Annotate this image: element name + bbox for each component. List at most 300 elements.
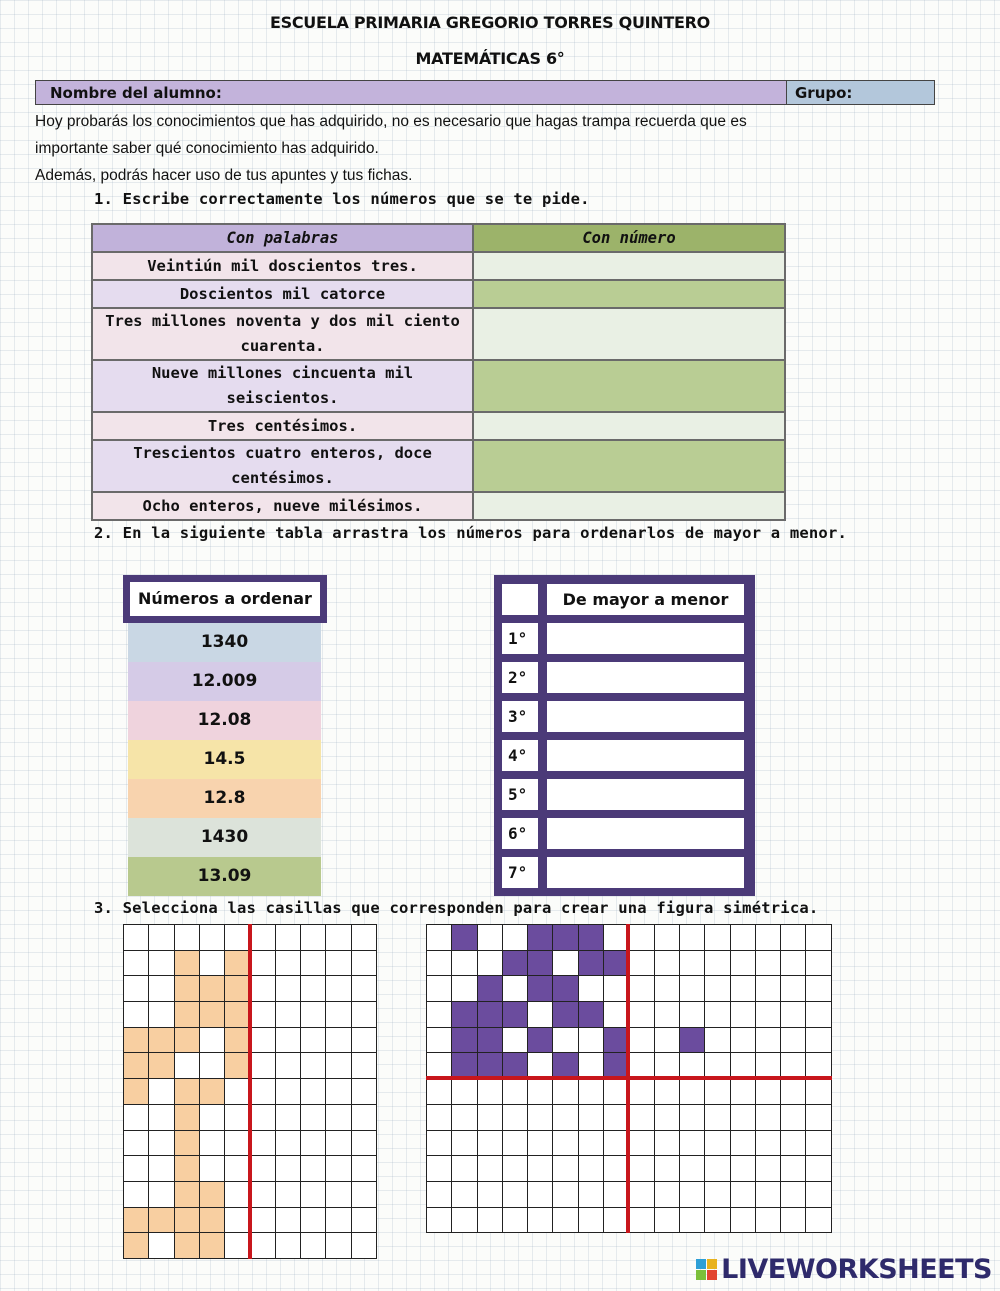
grid-cell[interactable] <box>452 976 477 1002</box>
draggable-number[interactable]: 14.5 <box>128 740 321 779</box>
grid-cell[interactable] <box>629 1079 654 1105</box>
grid-cell[interactable] <box>149 1131 174 1157</box>
grid-cell[interactable] <box>276 925 301 951</box>
grid-cell[interactable] <box>579 1002 604 1028</box>
grid-cell[interactable] <box>124 1053 149 1079</box>
number-answer-cell[interactable] <box>473 440 785 492</box>
grid-cell[interactable] <box>149 1182 174 1208</box>
grid-cell[interactable] <box>452 1028 477 1054</box>
grid-cell[interactable] <box>124 1028 149 1054</box>
grid-cell[interactable] <box>200 1002 225 1028</box>
grid-cell[interactable] <box>149 1079 174 1105</box>
grid-cell[interactable] <box>705 1131 730 1157</box>
grid-cell[interactable] <box>503 1079 528 1105</box>
grid-cell[interactable] <box>427 1105 452 1131</box>
grid-cell[interactable] <box>806 1156 831 1182</box>
grid-cell[interactable] <box>806 1028 831 1054</box>
grid-cell[interactable] <box>655 976 680 1002</box>
grid-cell[interactable] <box>756 1131 781 1157</box>
grid-cell[interactable] <box>731 925 756 951</box>
grid-cell[interactable] <box>452 1182 477 1208</box>
grid-cell[interactable] <box>427 1002 452 1028</box>
grid-cell[interactable] <box>175 1233 200 1259</box>
grid-cell[interactable] <box>731 1105 756 1131</box>
grid-cell[interactable] <box>655 1131 680 1157</box>
grid-cell[interactable] <box>149 1208 174 1234</box>
grid-cell[interactable] <box>705 925 730 951</box>
grid-cell[interactable] <box>478 1105 503 1131</box>
grid-cell[interactable] <box>731 1131 756 1157</box>
grid-cell[interactable] <box>680 1182 705 1208</box>
grid-cell[interactable] <box>352 1182 377 1208</box>
number-answer-cell[interactable] <box>473 492 785 520</box>
grid-cell[interactable] <box>149 976 174 1002</box>
grid-cell[interactable] <box>250 925 275 951</box>
grid-cell[interactable] <box>149 1028 174 1054</box>
grid-cell[interactable] <box>452 1079 477 1105</box>
grid-cell[interactable] <box>629 1131 654 1157</box>
grid-cell[interactable] <box>301 1105 326 1131</box>
grid-cell[interactable] <box>528 1156 553 1182</box>
order-drop-slot[interactable] <box>547 623 744 654</box>
grid-cell[interactable] <box>149 1105 174 1131</box>
grid-cell[interactable] <box>478 1208 503 1234</box>
grid-cell[interactable] <box>250 951 275 977</box>
grid-cell[interactable] <box>731 1156 756 1182</box>
grid-cell[interactable] <box>528 1182 553 1208</box>
grid-cell[interactable] <box>553 951 578 977</box>
grid-cell[interactable] <box>352 1131 377 1157</box>
grid-cell[interactable] <box>352 1233 377 1259</box>
draggable-number[interactable]: 12.08 <box>128 701 321 740</box>
grid-cell[interactable] <box>352 1079 377 1105</box>
grid-cell[interactable] <box>705 1156 730 1182</box>
grid-cell[interactable] <box>528 1105 553 1131</box>
grid-cell[interactable] <box>655 1182 680 1208</box>
grid-cell[interactable] <box>503 1105 528 1131</box>
grid-cell[interactable] <box>503 976 528 1002</box>
grid-cell[interactable] <box>276 1053 301 1079</box>
grid-cell[interactable] <box>175 951 200 977</box>
grid-cell[interactable] <box>503 1002 528 1028</box>
grid-cell[interactable] <box>175 1002 200 1028</box>
grid-cell[interactable] <box>680 1079 705 1105</box>
grid-cell[interactable] <box>200 1079 225 1105</box>
grid-cell[interactable] <box>579 1028 604 1054</box>
grid-cell[interactable] <box>806 951 831 977</box>
grid-cell[interactable] <box>680 976 705 1002</box>
grid-cell[interactable] <box>731 1002 756 1028</box>
grid-cell[interactable] <box>629 1105 654 1131</box>
grid-cell[interactable] <box>250 1028 275 1054</box>
grid-cell[interactable] <box>326 925 351 951</box>
grid-cell[interactable] <box>124 1208 149 1234</box>
grid-cell[interactable] <box>149 951 174 977</box>
grid-cell[interactable] <box>200 1182 225 1208</box>
grid-cell[interactable] <box>200 1053 225 1079</box>
grid-cell[interactable] <box>781 1208 806 1234</box>
grid-cell[interactable] <box>705 1002 730 1028</box>
grid-cell[interactable] <box>705 976 730 1002</box>
number-answer-cell[interactable] <box>473 280 785 308</box>
grid-cell[interactable] <box>731 1208 756 1234</box>
grid-cell[interactable] <box>655 1156 680 1182</box>
grid-cell[interactable] <box>756 1156 781 1182</box>
grid-cell[interactable] <box>452 951 477 977</box>
grid-cell[interactable] <box>553 1156 578 1182</box>
grid-cell[interactable] <box>124 1079 149 1105</box>
order-drop-slot[interactable] <box>547 740 744 771</box>
grid-cell[interactable] <box>528 1131 553 1157</box>
grid-cell[interactable] <box>655 1002 680 1028</box>
grid-cell[interactable] <box>705 1079 730 1105</box>
grid-cell[interactable] <box>452 1105 477 1131</box>
grid-cell[interactable] <box>731 1079 756 1105</box>
grid-cell[interactable] <box>655 1079 680 1105</box>
grid-cell[interactable] <box>427 976 452 1002</box>
grid-cell[interactable] <box>528 951 553 977</box>
grid-cell[interactable] <box>200 1156 225 1182</box>
grid-cell[interactable] <box>352 1053 377 1079</box>
grid-cell[interactable] <box>175 1028 200 1054</box>
grid-cell[interactable] <box>705 1105 730 1131</box>
grid-cell[interactable] <box>705 1028 730 1054</box>
order-drop-slot[interactable] <box>547 779 744 810</box>
grid-cell[interactable] <box>781 1079 806 1105</box>
grid-cell[interactable] <box>806 976 831 1002</box>
grid-cell[interactable] <box>149 1233 174 1259</box>
grid-cell[interactable] <box>124 1105 149 1131</box>
grid-cell[interactable] <box>528 976 553 1002</box>
grid-cell[interactable] <box>731 1182 756 1208</box>
grid-cell[interactable] <box>781 1028 806 1054</box>
grid-cell[interactable] <box>680 1002 705 1028</box>
grid-cell[interactable] <box>756 951 781 977</box>
grid-cell[interactable] <box>478 1182 503 1208</box>
grid-cell[interactable] <box>705 1182 730 1208</box>
grid-cell[interactable] <box>553 1182 578 1208</box>
grid-cell[interactable] <box>731 976 756 1002</box>
grid-cell[interactable] <box>124 925 149 951</box>
grid-cell[interactable] <box>553 1079 578 1105</box>
grid-cell[interactable] <box>124 1182 149 1208</box>
grid-cell[interactable] <box>579 951 604 977</box>
grid-cell[interactable] <box>452 1208 477 1234</box>
grid-cell[interactable] <box>503 1131 528 1157</box>
group-field[interactable]: Grupo: <box>787 81 934 104</box>
grid-cell[interactable] <box>352 1028 377 1054</box>
grid-cell[interactable] <box>705 1208 730 1234</box>
grid-cell[interactable] <box>680 1156 705 1182</box>
number-answer-cell[interactable] <box>473 252 785 280</box>
grid-cell[interactable] <box>452 1002 477 1028</box>
grid-cell[interactable] <box>806 1208 831 1234</box>
grid-cell[interactable] <box>276 1028 301 1054</box>
order-drop-slot[interactable] <box>547 818 744 849</box>
grid-cell[interactable] <box>629 1002 654 1028</box>
grid-cell[interactable] <box>553 976 578 1002</box>
grid-cell[interactable] <box>200 1105 225 1131</box>
grid-cell[interactable] <box>427 1028 452 1054</box>
grid-cell[interactable] <box>731 1028 756 1054</box>
grid-cell[interactable] <box>503 1028 528 1054</box>
grid-cell[interactable] <box>680 951 705 977</box>
grid-cell[interactable] <box>326 1233 351 1259</box>
grid-cell[interactable] <box>503 1182 528 1208</box>
grid-cell[interactable] <box>200 1233 225 1259</box>
grid-cell[interactable] <box>478 976 503 1002</box>
grid-cell[interactable] <box>655 951 680 977</box>
grid-cell[interactable] <box>503 951 528 977</box>
grid-cell[interactable] <box>326 1105 351 1131</box>
grid-cell[interactable] <box>553 1028 578 1054</box>
grid-cell[interactable] <box>781 1002 806 1028</box>
grid-cell[interactable] <box>427 1208 452 1234</box>
grid-cell[interactable] <box>250 1233 275 1259</box>
grid-cell[interactable] <box>352 1105 377 1131</box>
grid-cell[interactable] <box>781 1156 806 1182</box>
grid-cell[interactable] <box>149 1002 174 1028</box>
grid-cell[interactable] <box>478 1028 503 1054</box>
grid-cell[interactable] <box>756 1105 781 1131</box>
grid-cell[interactable] <box>478 925 503 951</box>
grid-cell[interactable] <box>452 1156 477 1182</box>
grid-cell[interactable] <box>175 1156 200 1182</box>
grid-cell[interactable] <box>276 1105 301 1131</box>
grid-cell[interactable] <box>579 976 604 1002</box>
grid-cell[interactable] <box>680 925 705 951</box>
grid-cell[interactable] <box>781 976 806 1002</box>
grid-cell[interactable] <box>326 1131 351 1157</box>
grid-cell[interactable] <box>528 1079 553 1105</box>
grid-cell[interactable] <box>352 1156 377 1182</box>
grid-cell[interactable] <box>250 1079 275 1105</box>
grid-cell[interactable] <box>680 1208 705 1234</box>
grid-cell[interactable] <box>301 976 326 1002</box>
grid-cell[interactable] <box>806 1182 831 1208</box>
grid-cell[interactable] <box>629 925 654 951</box>
grid-cell[interactable] <box>200 1131 225 1157</box>
grid-cell[interactable] <box>478 1156 503 1182</box>
grid-cell[interactable] <box>301 1028 326 1054</box>
grid-cell[interactable] <box>553 925 578 951</box>
grid-cell[interactable] <box>250 1131 275 1157</box>
grid-cell[interactable] <box>301 951 326 977</box>
grid-cell[interactable] <box>175 1208 200 1234</box>
grid-cell[interactable] <box>781 1182 806 1208</box>
grid-cell[interactable] <box>452 925 477 951</box>
draggable-number[interactable]: 1430 <box>128 818 321 857</box>
grid-cell[interactable] <box>680 1028 705 1054</box>
grid-cell[interactable] <box>276 976 301 1002</box>
grid-cell[interactable] <box>553 1105 578 1131</box>
grid-cell[interactable] <box>806 925 831 951</box>
grid-cell[interactable] <box>124 951 149 977</box>
grid-cell[interactable] <box>629 976 654 1002</box>
grid-cell[interactable] <box>427 1131 452 1157</box>
grid-cell[interactable] <box>781 1131 806 1157</box>
grid-cell[interactable] <box>553 1131 578 1157</box>
grid-cell[interactable] <box>756 1079 781 1105</box>
grid-cell[interactable] <box>806 1002 831 1028</box>
grid-cell[interactable] <box>781 1105 806 1131</box>
grid-cell[interactable] <box>528 1028 553 1054</box>
grid-cell[interactable] <box>352 976 377 1002</box>
draggable-number[interactable]: 12.009 <box>128 662 321 701</box>
grid-cell[interactable] <box>276 1233 301 1259</box>
grid-cell[interactable] <box>680 1105 705 1131</box>
grid-cell[interactable] <box>175 1079 200 1105</box>
grid-cell[interactable] <box>806 1131 831 1157</box>
number-answer-cell[interactable] <box>473 308 785 360</box>
grid-cell[interactable] <box>528 1002 553 1028</box>
number-answer-cell[interactable] <box>473 360 785 412</box>
grid-cell[interactable] <box>478 1002 503 1028</box>
grid-cell[interactable] <box>503 1208 528 1234</box>
grid-cell[interactable] <box>655 1105 680 1131</box>
grid-cell[interactable] <box>756 976 781 1002</box>
grid-cell[interactable] <box>352 925 377 951</box>
grid-cell[interactable] <box>326 1028 351 1054</box>
grid-cell[interactable] <box>629 1182 654 1208</box>
draggable-number[interactable]: 1340 <box>128 623 321 662</box>
grid-cell[interactable] <box>427 1182 452 1208</box>
grid-cell[interactable] <box>579 1182 604 1208</box>
grid-cell[interactable] <box>579 1156 604 1182</box>
grid-cell[interactable] <box>731 951 756 977</box>
grid-cell[interactable] <box>250 976 275 1002</box>
grid-cell[interactable] <box>579 1079 604 1105</box>
grid-cell[interactable] <box>250 1182 275 1208</box>
grid-cell[interactable] <box>452 1131 477 1157</box>
grid-cell[interactable] <box>326 976 351 1002</box>
grid-cell[interactable] <box>427 951 452 977</box>
grid-cell[interactable] <box>276 1156 301 1182</box>
grid-cell[interactable] <box>124 1131 149 1157</box>
order-drop-slot[interactable] <box>547 662 744 693</box>
student-name-field[interactable]: Nombre del alumno: <box>36 81 787 104</box>
grid-cell[interactable] <box>124 976 149 1002</box>
grid-cell[interactable] <box>250 1156 275 1182</box>
grid-cell[interactable] <box>149 1053 174 1079</box>
grid-cell[interactable] <box>756 925 781 951</box>
grid-cell[interactable] <box>200 951 225 977</box>
grid-cell[interactable] <box>629 1028 654 1054</box>
grid-cell[interactable] <box>200 1028 225 1054</box>
grid-cell[interactable] <box>579 1131 604 1157</box>
grid-cell[interactable] <box>250 1002 275 1028</box>
grid-cell[interactable] <box>175 1105 200 1131</box>
grid-cell[interactable] <box>326 951 351 977</box>
grid-cell[interactable] <box>149 925 174 951</box>
grid-cell[interactable] <box>427 925 452 951</box>
grid-cell[interactable] <box>655 925 680 951</box>
grid-cell[interactable] <box>326 1208 351 1234</box>
grid-cell[interactable] <box>200 1208 225 1234</box>
grid-cell[interactable] <box>781 925 806 951</box>
grid-cell[interactable] <box>579 925 604 951</box>
grid-cell[interactable] <box>124 1233 149 1259</box>
grid-cell[interactable] <box>175 1053 200 1079</box>
grid-cell[interactable] <box>276 1182 301 1208</box>
grid-cell[interactable] <box>326 1002 351 1028</box>
grid-cell[interactable] <box>250 1208 275 1234</box>
grid-cell[interactable] <box>149 1156 174 1182</box>
grid-cell[interactable] <box>301 925 326 951</box>
grid-cell[interactable] <box>326 1156 351 1182</box>
grid-cell[interactable] <box>200 976 225 1002</box>
grid-cell[interactable] <box>806 1105 831 1131</box>
grid-cell[interactable] <box>478 1079 503 1105</box>
grid-cell[interactable] <box>427 1079 452 1105</box>
grid-cell[interactable] <box>276 1002 301 1028</box>
grid-cell[interactable] <box>503 1156 528 1182</box>
grid-cell[interactable] <box>276 1131 301 1157</box>
grid-cell[interactable] <box>124 1002 149 1028</box>
grid-cell[interactable] <box>629 951 654 977</box>
grid-cell[interactable] <box>301 1156 326 1182</box>
grid-cell[interactable] <box>629 1208 654 1234</box>
grid-cell[interactable] <box>175 1131 200 1157</box>
grid-cell[interactable] <box>301 1208 326 1234</box>
draggable-number[interactable]: 12.8 <box>128 779 321 818</box>
grid-cell[interactable] <box>301 1053 326 1079</box>
draggable-number[interactable]: 13.09 <box>128 857 321 896</box>
order-drop-slot[interactable] <box>547 857 744 888</box>
grid-cell[interactable] <box>326 1079 351 1105</box>
grid-cell[interactable] <box>680 1131 705 1157</box>
grid-cell[interactable] <box>579 1105 604 1131</box>
grid-cell[interactable] <box>756 1208 781 1234</box>
grid-cell[interactable] <box>250 1053 275 1079</box>
number-answer-cell[interactable] <box>473 412 785 440</box>
grid-cell[interactable] <box>250 1105 275 1131</box>
grid-cell[interactable] <box>655 1028 680 1054</box>
grid-cell[interactable] <box>301 1233 326 1259</box>
grid-cell[interactable] <box>781 951 806 977</box>
grid-cell[interactable] <box>478 951 503 977</box>
grid-cell[interactable] <box>352 951 377 977</box>
grid-cell[interactable] <box>503 925 528 951</box>
grid-cell[interactable] <box>655 1208 680 1234</box>
grid-cell[interactable] <box>756 1002 781 1028</box>
grid-cell[interactable] <box>427 1156 452 1182</box>
grid-cell[interactable] <box>352 1002 377 1028</box>
grid-cell[interactable] <box>553 1002 578 1028</box>
grid-cell[interactable] <box>756 1182 781 1208</box>
grid-cell[interactable] <box>301 1182 326 1208</box>
grid-cell[interactable] <box>301 1002 326 1028</box>
grid-cell[interactable] <box>705 951 730 977</box>
grid-cell[interactable] <box>806 1079 831 1105</box>
grid-cell[interactable] <box>175 1182 200 1208</box>
grid-cell[interactable] <box>629 1156 654 1182</box>
grid-cell[interactable] <box>326 1053 351 1079</box>
grid-cell[interactable] <box>528 925 553 951</box>
grid-cell[interactable] <box>175 925 200 951</box>
grid-cell[interactable] <box>175 976 200 1002</box>
grid-cell[interactable] <box>352 1208 377 1234</box>
grid-cell[interactable] <box>276 1079 301 1105</box>
grid-cell[interactable] <box>478 1131 503 1157</box>
grid-cell[interactable] <box>756 1028 781 1054</box>
grid-cell[interactable] <box>276 951 301 977</box>
grid-cell[interactable] <box>301 1131 326 1157</box>
grid-cell[interactable] <box>200 925 225 951</box>
grid-cell[interactable] <box>553 1208 578 1234</box>
grid-cell[interactable] <box>124 1156 149 1182</box>
grid-cell[interactable] <box>528 1208 553 1234</box>
